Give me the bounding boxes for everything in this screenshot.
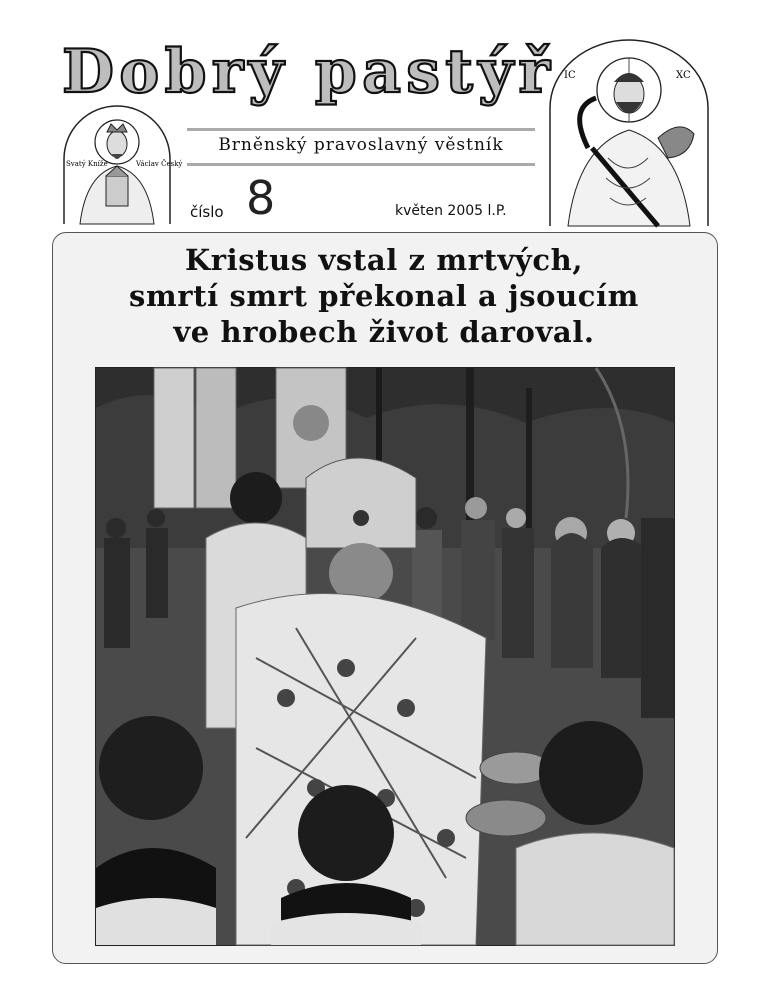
subtitle-box	[187, 128, 535, 166]
monogram-xc: XC	[676, 70, 691, 81]
masthead-subtitle: Brněnský pravoslavný věstník	[218, 135, 504, 155]
issue-number: 8	[246, 171, 276, 225]
monogram-ic: IC	[564, 70, 576, 81]
headline-line-3: ve hrobech život daroval.	[173, 315, 595, 349]
issue-date: květen 2005 l.P.	[395, 203, 507, 219]
headline-line-2: smrtí smrt překonal a jsoucím	[129, 279, 639, 313]
headline-line-1: Kristus vstal z mrtvých,	[184, 243, 584, 277]
masthead-title	[62, 30, 552, 110]
left-caption-1: Svatý Kníže	[66, 160, 108, 168]
left-caption-2: Václav Český	[136, 160, 183, 168]
masthead-title-text: Dobrý pastýř	[62, 37, 550, 107]
issue-label: číslo	[190, 203, 224, 221]
easter-blessing-photo	[95, 367, 675, 946]
headline	[60, 242, 708, 350]
saint-wenceslas-icon	[62, 104, 183, 224]
good-shepherd-icon	[548, 38, 710, 226]
